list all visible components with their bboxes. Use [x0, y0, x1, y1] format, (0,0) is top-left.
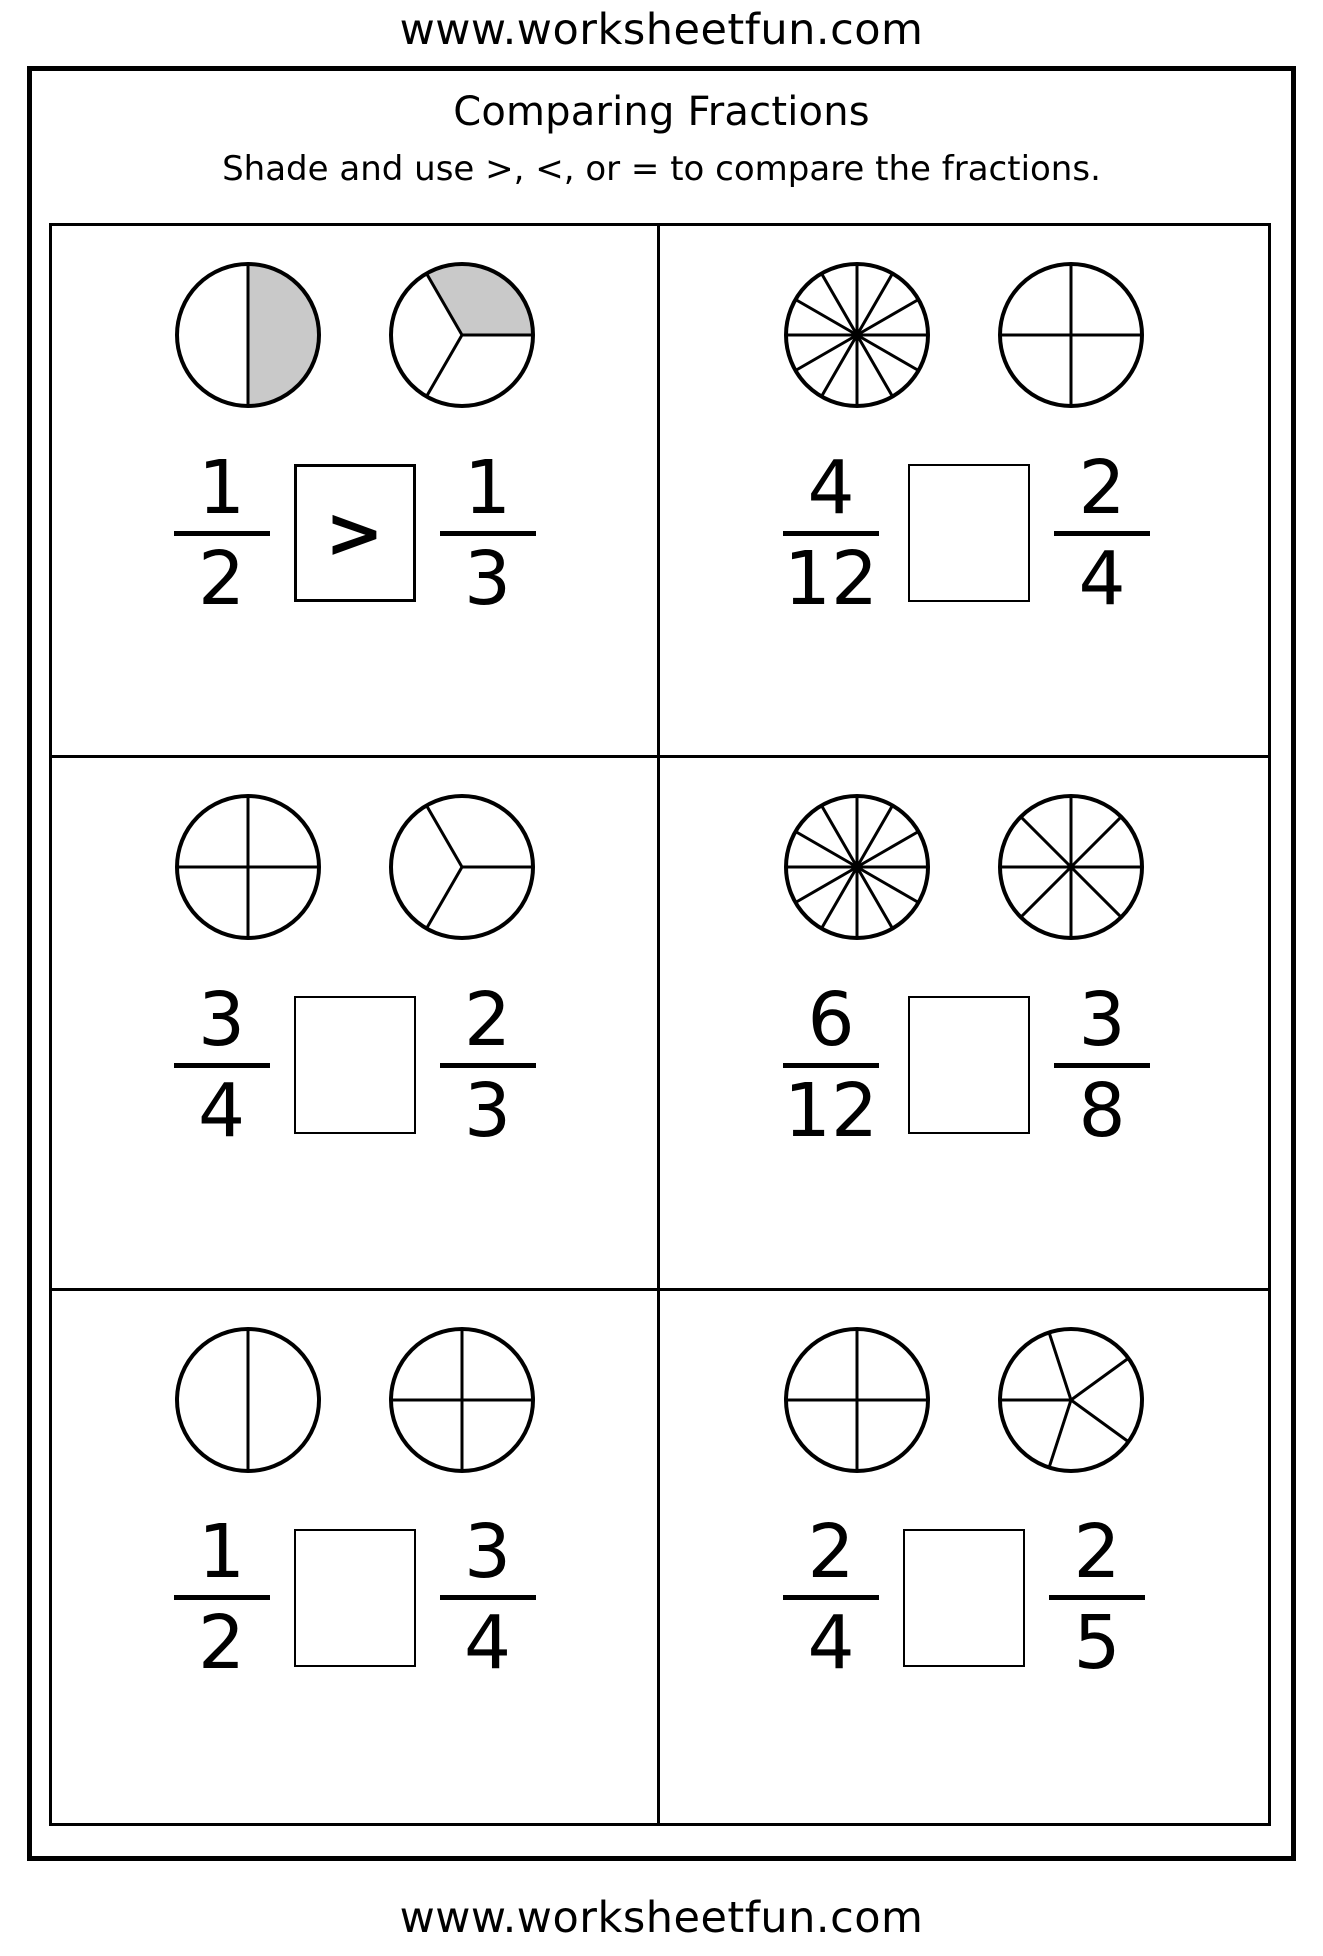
problem-6-circles: [660, 1315, 1268, 1485]
denominator: 12: [783, 535, 879, 622]
pie-chart-3-right: [387, 792, 537, 942]
fraction-5-left: [174, 1509, 270, 1687]
problem-cell-6: [660, 1291, 1268, 1823]
fraction-bar: [1054, 531, 1150, 536]
fraction-6-left: [783, 1509, 879, 1687]
numerator: 3: [197, 976, 246, 1063]
problem-3-circles: [52, 782, 657, 952]
pie-chart-5-right: [387, 1325, 537, 1475]
worksheet-frame: [27, 66, 1296, 1861]
fraction-4-right: [1054, 976, 1150, 1154]
problem-cell-4: [660, 758, 1268, 1290]
problem-4-expression: [660, 960, 1268, 1170]
fraction-4-left: [778, 976, 884, 1154]
numerator: 6: [807, 976, 855, 1063]
fraction-1-right: [440, 444, 536, 622]
numerator: 4: [807, 444, 855, 531]
numerator: 2: [1073, 1509, 1121, 1596]
pie-chart-6-left: [782, 1325, 932, 1475]
answer-box-6[interactable]: [903, 1529, 1025, 1667]
fraction-3-right: [440, 976, 536, 1154]
denominator: 3: [463, 535, 512, 622]
denominator: 2: [197, 535, 246, 622]
page-title: Comparing Fractions: [453, 89, 870, 135]
problem-3-expression: [52, 960, 657, 1170]
denominator: 5: [1073, 1600, 1121, 1687]
numerator: 2: [463, 976, 512, 1063]
problem-2-expression: [660, 428, 1268, 638]
answer-box-1[interactable]: >: [294, 464, 416, 602]
fraction-2-left: [778, 444, 884, 622]
problem-2-circles: [660, 250, 1268, 420]
answer-box-4[interactable]: [908, 996, 1030, 1134]
denominator: 4: [197, 1067, 246, 1154]
pie-chart-1-right: [387, 260, 537, 410]
denominator: 3: [463, 1067, 512, 1154]
fraction-1-left: [174, 444, 270, 622]
numerator: 1: [463, 444, 512, 531]
problem-cell-1: [52, 226, 660, 758]
fraction-bar: [174, 531, 270, 536]
denominator: 8: [1078, 1067, 1126, 1154]
denominator: 2: [197, 1600, 246, 1687]
fraction-2-right: [1054, 444, 1150, 622]
header-site-url: www.worksheetfun.com: [399, 5, 924, 55]
pie-chart-6-right: [996, 1325, 1146, 1475]
problem-1-expression: [52, 428, 657, 638]
problem-5-expression: [52, 1493, 657, 1703]
numerator: 3: [1078, 976, 1126, 1063]
fraction-bar: [440, 531, 536, 536]
problems-grid: [49, 223, 1271, 1826]
fraction-3-left: [174, 976, 270, 1154]
instructions-text: Shade and use >, <, or = to compare the fractions.: [222, 149, 1101, 189]
problem-cell-5: [52, 1291, 660, 1823]
pie-chart-4-right: [996, 792, 1146, 942]
numerator: 1: [197, 1509, 246, 1596]
denominator: 12: [783, 1067, 879, 1154]
answer-box-5[interactable]: [294, 1529, 416, 1667]
numerator: 2: [807, 1509, 855, 1596]
problem-1-circles: [52, 250, 657, 420]
numerator: 3: [463, 1509, 512, 1596]
worksheet-heading: [32, 71, 1291, 189]
fraction-bar: [783, 531, 879, 536]
denominator: 4: [1078, 535, 1126, 622]
numerator: 1: [197, 444, 246, 531]
denominator: 4: [807, 1600, 855, 1687]
pie-chart-5-left: [173, 1325, 323, 1475]
problem-cell-3: [52, 758, 660, 1290]
pie-chart-3-left: [173, 792, 323, 942]
denominator: 4: [463, 1600, 512, 1687]
answer-box-2[interactable]: [908, 464, 1030, 602]
fraction-5-right: [440, 1509, 536, 1687]
pie-chart-1-left: [173, 260, 323, 410]
answer-box-3[interactable]: [294, 996, 416, 1134]
problem-cell-2: [660, 226, 1268, 758]
pie-chart-4-left: [782, 792, 932, 942]
pie-chart-2-right: [996, 260, 1146, 410]
footer-site-url: www.worksheetfun.com: [399, 1893, 924, 1943]
problem-5-circles: [52, 1315, 657, 1485]
pie-chart-2-left: [782, 260, 932, 410]
fraction-6-right: [1049, 1509, 1145, 1687]
problem-4-circles: [660, 782, 1268, 952]
numerator: 2: [1078, 444, 1126, 531]
problem-6-expression: [660, 1493, 1268, 1703]
